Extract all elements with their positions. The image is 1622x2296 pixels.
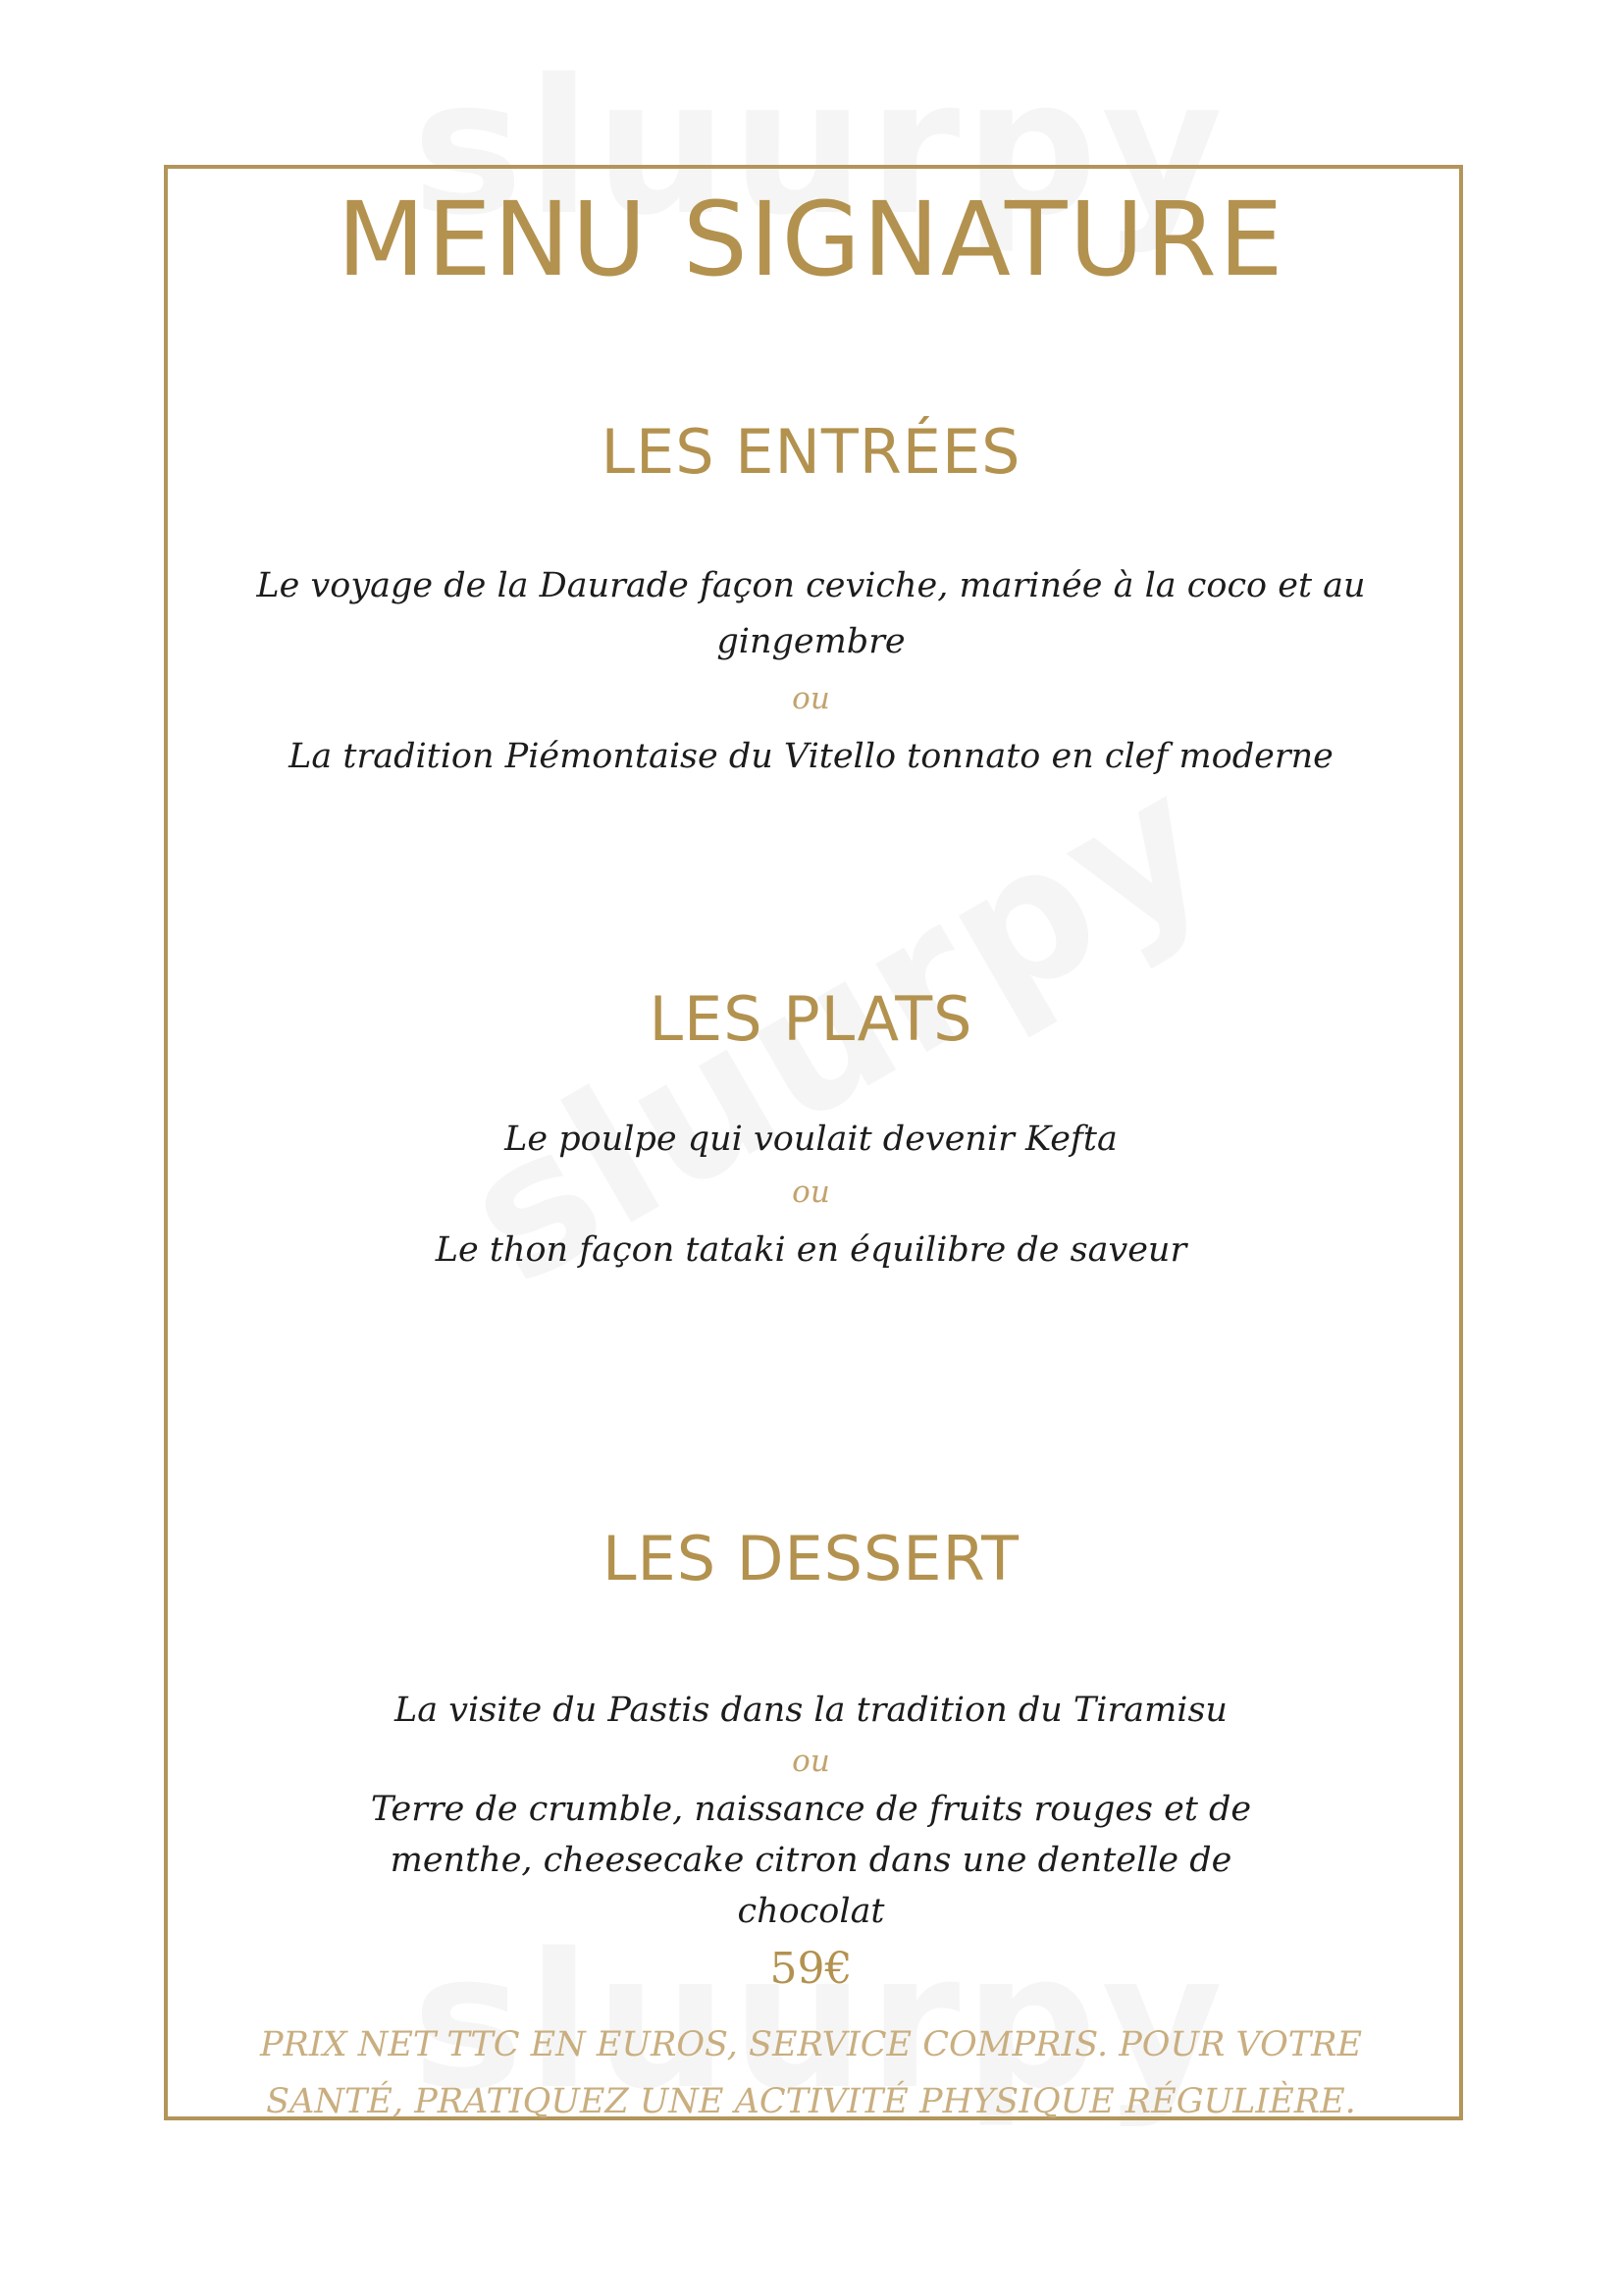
- dish-dessert-1: La visite du Pastis dans la tradition du Tiramisu: [394, 1691, 1228, 1730]
- separator-or: ou: [792, 681, 830, 716]
- dish-entree-1: Le voyage de la Daurade façon ceviche, marinée à la coco et au gingembre: [256, 566, 1366, 661]
- menu-price: 59€: [769, 1944, 853, 1994]
- separator-or: ou: [792, 1174, 830, 1210]
- legal-notice: PRIX NET TTC EN EUROS, SERVICE COMPRIS. POUR VOTRE SANTÉ, PRATIQUEZ UNE ACTIVITÉ PHYSIQUE RÉGULIÈRE.: [259, 2025, 1363, 2121]
- section-title-plats: LES PLATS: [649, 983, 973, 1055]
- dish-plat-1: Le poulpe qui voulait devenir Kefta: [504, 1120, 1118, 1159]
- dish-plat-2: Le thon façon tataki en équilibre de saveur: [435, 1230, 1187, 1270]
- section-title-desserts: LES DESSERT: [602, 1523, 1020, 1594]
- dish-entree-2: La tradition Piémontaise du Vitello tonnato en clef moderne: [288, 737, 1334, 776]
- section-title-entrees: LES ENTRÉES: [601, 416, 1021, 488]
- separator-or: ou: [792, 1744, 830, 1779]
- dish-dessert-2: Terre de crumble, naissance de fruits rouges et de menthe, cheesecake citron dans une dentelle de chocolat: [370, 1790, 1252, 1931]
- menu-title: MENU SIGNATURE: [337, 180, 1285, 299]
